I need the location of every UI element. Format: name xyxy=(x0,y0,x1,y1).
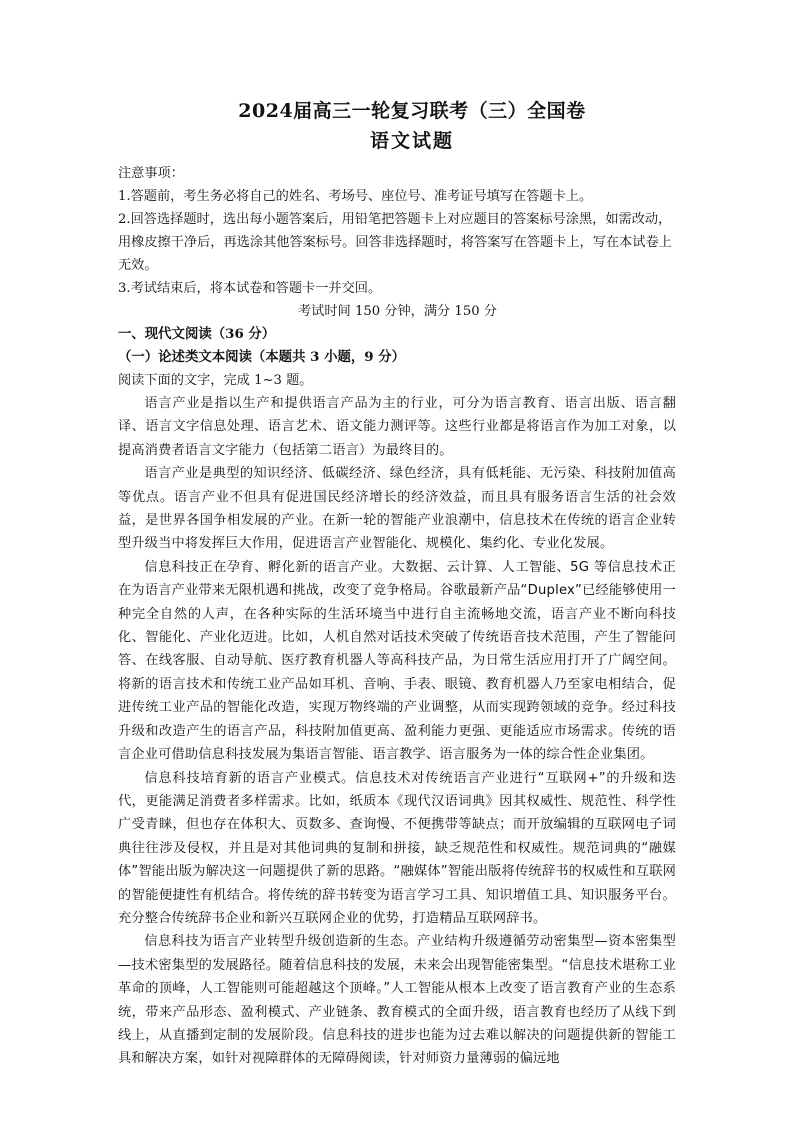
section-heading-part1-sub1: （一）论述类文本阅读（本题共 3 小题，9 分） xyxy=(118,349,406,365)
passage-paragraph-2: 语言产业是典型的知识经济、低碳经济、绿色经济，具有低耗能、无污染、科技附加值高等优点。语言产业不但具有促进国民经济增长的经济效益，而且具有服务语言生活的社会效益，是世界各国争相发展的产业。在新一轮的智能产业浪潮中，信息技术在传统的语言企业转型升级当中将发挥巨大作用，促进语言产业智能化、规模化、集约化、专业化发展。 xyxy=(118,466,676,552)
passage-paragraph-5: 信息科技为语言产业转型升级创造新的生态。产业结构升级遵循劳动密集型—资本密集型—技术密集型的发展路径。随着信息科技的发展，未来会出现智能密集型。“信息技术堪称工业革命的顶峰，人工智能则可能超越这个顶峰。”人工智能从根本上改变了语言教育产业的生态系统，带来产品形态、盈利模式、产业链条、教育模式的全面升级，语言教育也经历了从线下到线上，从直播到定制的发展阶段。信息科技的进步也能为过去难以解决的问题提供新的智能工具和解决方案，如针对视障群体的无障碍阅读，针对师资力量薄弱的偏远地 xyxy=(118,934,676,1067)
note-item-3: 3.考试结束后，将本试卷和答题卡一并交回。 xyxy=(118,281,382,296)
exam-subtitle: 语文试题 xyxy=(369,130,454,152)
passage-paragraph-4: 信息科技培育新的语言产业模式。信息技术对传统语言产业进行“互联网+”的升级和迭代，更能满足消费者多样需求。比如，纸质本《现代汉语词典》因其权威性、规范性、科学性广受青睐，但也存在体积大、页数多、查询慢、不便携带等缺点；而开放编辑的互联网电子词典往往涉及侵权，并且是对其他词典的复制和拼接，缺乏规范性和权威性。规范词典的“融媒体”智能出版为解决这一问题提供了新的思路。“融媒体”智能出版将传统辞书的权威性和互联网的智能便捷性有机结合。将传统的辞书转变为语言学习工具、知识增值工具、知识服务平台。充分整合传统辞书企业和新兴互联网企业的优势，打造精品互联网辞书。 xyxy=(118,770,676,926)
section-heading-part1: 一、现代文阅读（36 分） xyxy=(118,326,276,342)
note-item-2: 2.回答选择题时，选出每小题答案后，用铅笔把答题卡上对应题目的答案标号涂黑，如需改动，用橡皮擦干净后，再选涂其他答案标号。回答非选择题时，将答案写在答题卡上，写在本试卷上无效。 xyxy=(118,212,672,273)
notes-heading: 注意事项： xyxy=(118,166,184,181)
passage-paragraph-3: 信息科技正在孕育、孵化新的语言产业。大数据、云计算、人工智能、5G 等信息技术正在为语言产业带来无限机遇和挑战，改变了竞争格局。谷歌最新产品“Duplex”已经能够使用一种完全自然的人声，在各种实际的生活环境当中进行自主流畅地交流，语言产业不断向科技化、智能化、产业化迈进。比如，人机自然对话技术突破了传统语音技术范围，产生了智能问答、在线客服、自动导航、医疗教育机器人等高科技产品，为日常生活应用打开了广阔空间。将新的语言技术和传统工业产品如耳机、音响、手表、眼镜、教育机器人乃至家电相结合，促进传统工业产品的智能化改造，实现万物终端的产业调整，从而实现跨领域的竞争。经过科技升级和改造产生的语言产品，科技附加值更高、盈利能力更强、更能适应市场需求。传统的语言企业可借助信息科技发展为集语言智能、语言教学、语言服务为一体的综合性企业集团。 xyxy=(118,559,676,763)
reading-instruction: 阅读下面的文字，完成 1~3 题。 xyxy=(118,373,313,388)
note-item-1: 1.答题前，考生务必将自己的姓名、考场号、座位号、准考证号填写在答题卡上。 xyxy=(118,189,593,204)
exam-title: 2024届高三一轮复习联考（三）全国卷 xyxy=(238,100,586,122)
time-info: 考试时间 150 分钟，满分 150 分 xyxy=(298,304,497,319)
passage-paragraph-1: 语言产业是指以生产和提供语言产品为主的行业，可分为语言教育、语言出版、语言翻译、语言文字信息处理、语言艺术、语文能力测评等。这些行业都是将语言作为加工对象，以提高消费者语言文字能力（包括第二语言）为最终目的。 xyxy=(118,396,676,458)
